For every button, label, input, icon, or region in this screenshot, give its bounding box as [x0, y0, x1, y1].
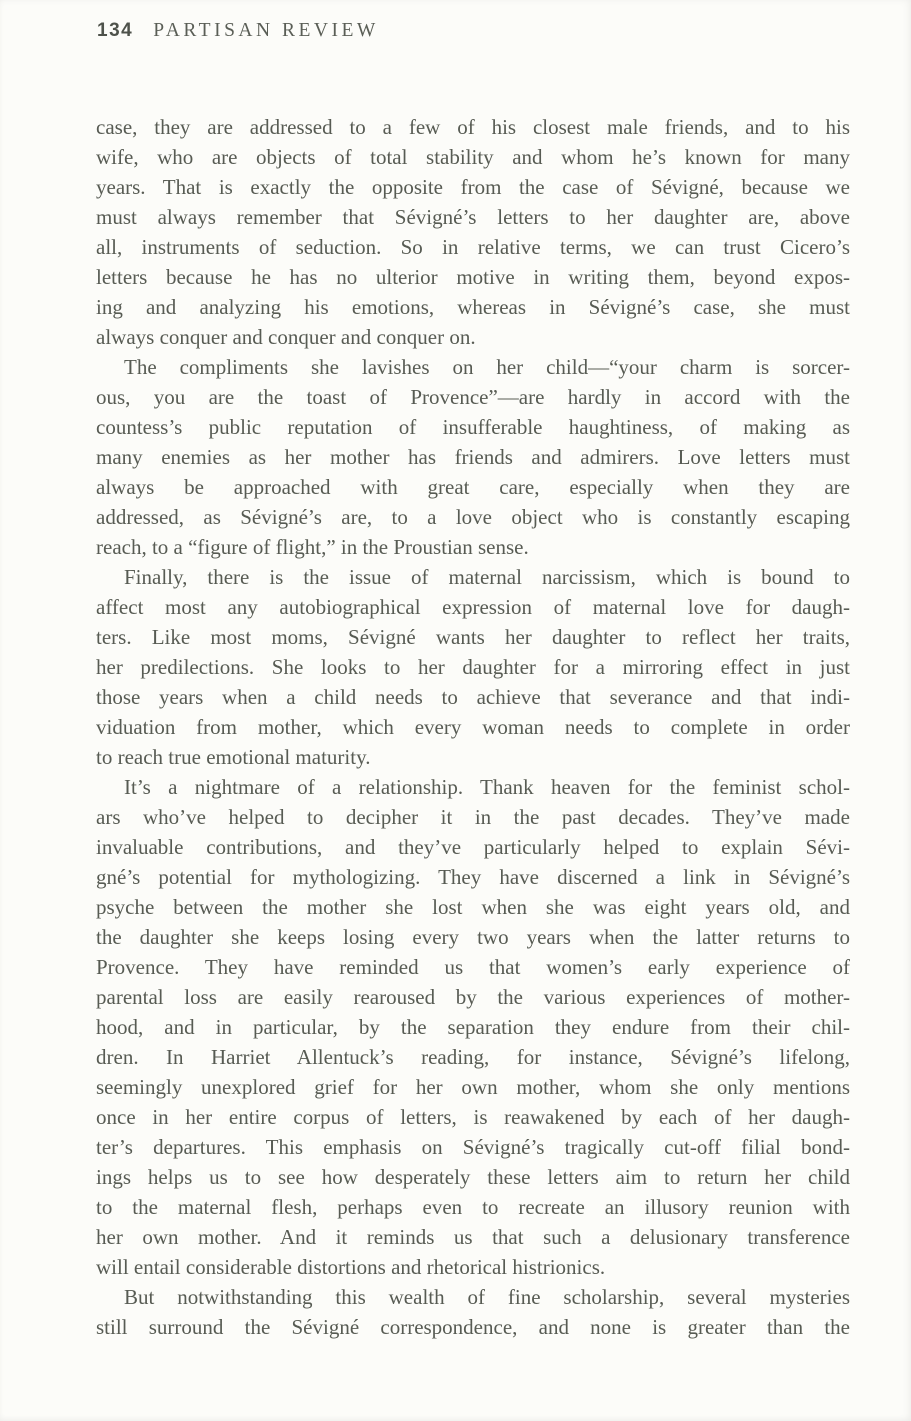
text-line: gné’s potential for mythologizing. They have discerned a link in Sévigné’s	[96, 865, 850, 889]
text-line: Provence. They have reminded us that women’s early experience of	[96, 955, 850, 979]
text-line: The compliments she lavishes on her child—“your charm is sorcer-	[124, 355, 850, 379]
text-line: countess’s public reputation of insufferable haughtiness, of making as	[96, 415, 850, 439]
text-line: ings helps us to see how desperately these letters aim to return her child	[96, 1165, 850, 1189]
text-line: addressed, as Sévigné’s are, to a love object who is constantly escaping	[96, 505, 850, 529]
paragraph	[96, 352, 850, 562]
text-line: to reach true emotional maturity.	[96, 745, 371, 769]
text-line: Finally, there is the issue of maternal narcissism, which is bound to	[124, 565, 850, 589]
text-line: invaluable contributions, and they’ve particularly helped to explain Sévi-	[96, 835, 850, 859]
text-line: once in her entire corpus of letters, is reawakened by each of her daugh-	[96, 1105, 850, 1129]
text-line: ars who’ve helped to decipher it in the past decades. They’ve made	[96, 805, 850, 829]
text-line: ous, you are the toast of Provence”—are hardly in accord with the	[96, 385, 850, 409]
text-line: seemingly unexplored grief for her own mother, whom she only mentions	[96, 1075, 850, 1099]
text-line: parental loss are easily rearoused by the various experiences of mother-	[96, 985, 850, 1009]
text-line: affect most any autobiographical expression of maternal love for daugh-	[96, 595, 850, 619]
paragraph	[96, 562, 850, 772]
text-line: reach, to a “figure of flight,” in the Proustian sense.	[96, 535, 529, 559]
text-line: hood, and in particular, by the separation they endure from their chil-	[96, 1015, 850, 1039]
text-line: always be approached with great care, especially when they are	[96, 475, 850, 499]
journal-title: PARTISAN REVIEW	[153, 20, 379, 41]
text-line: her predilections. She looks to her daughter for a mirroring effect in just	[96, 655, 850, 679]
text-line: must always remember that Sévigné’s letters to her daughter are, above	[96, 205, 850, 229]
text-line: dren. In Harriet Allentuck’s reading, for instance, Sévigné’s lifelong,	[96, 1045, 850, 1069]
text-line: years. That is exactly the opposite from the case of Sévigné, because we	[96, 175, 850, 199]
text-line: It’s a nightmare of a relationship. Thank heaven for the feminist schol-	[124, 775, 850, 799]
text-line: many enemies as her mother has friends and admirers. Love letters must	[96, 445, 850, 469]
text-line: ing and analyzing his emotions, whereas in Sévigné’s case, she must	[96, 295, 850, 319]
text-line: always conquer and conquer and conquer on.	[96, 325, 476, 349]
paragraph	[96, 112, 850, 352]
paragraph	[96, 772, 850, 1282]
text-line: to the maternal flesh, perhaps even to recreate an illusory reunion with	[96, 1195, 850, 1219]
text-line: all, instruments of seduction. So in relative terms, we can trust Cicero’s	[96, 235, 850, 259]
text-line: the daughter she keeps losing every two years when the latter returns to	[96, 925, 850, 949]
text-line: letters because he has no ulterior motive in writing them, beyond expos-	[96, 265, 850, 289]
text-line: her own mother. And it reminds us that such a delusionary transference	[96, 1225, 850, 1249]
text-line: ter’s departures. This emphasis on Sévigné’s tragically cut-off filial bond-	[96, 1135, 850, 1159]
text-line: ters. Like most moms, Sévigné wants her daughter to reflect her traits,	[96, 625, 850, 649]
text-line: will entail considerable distortions and rhetorical histrionics.	[96, 1255, 606, 1279]
text-line: psyche between the mother she lost when she was eight years old, and	[96, 895, 850, 919]
text-line: still surround the Sévigné correspondence, and none is greater than the	[96, 1315, 850, 1339]
paragraph	[96, 1282, 850, 1342]
text-line: wife, who are objects of total stability and whom he’s known for many	[96, 145, 850, 169]
running-head	[97, 20, 379, 42]
text-line: those years when a child needs to achieve that severance and that indi-	[96, 685, 850, 709]
text-line: But notwithstanding this wealth of fine scholarship, several mysteries	[124, 1285, 850, 1309]
text-line: viduation from mother, which every woman needs to complete in order	[96, 715, 850, 739]
text-line: case, they are addressed to a few of his closest male friends, and to his	[96, 115, 850, 139]
text-block	[96, 112, 850, 1342]
page-number: 134	[97, 20, 134, 41]
